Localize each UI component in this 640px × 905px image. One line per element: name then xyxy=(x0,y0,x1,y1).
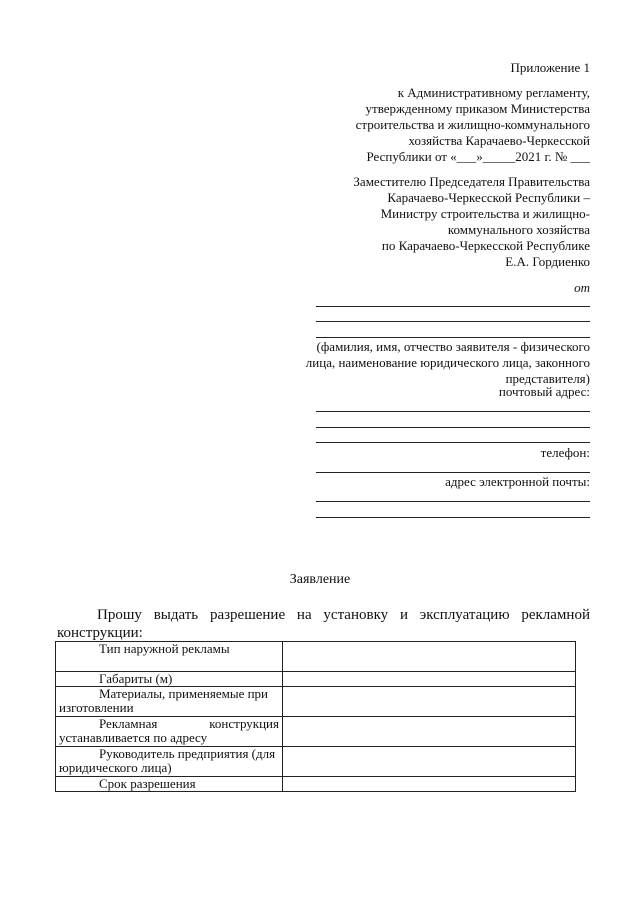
field-value-cell[interactable] xyxy=(283,747,576,777)
field-label: Материалы, применяемые при изготовлении xyxy=(56,687,283,717)
postal-address-label: почтовый адрес: xyxy=(498,384,590,399)
field-value-cell[interactable] xyxy=(283,672,576,687)
addressee-block xyxy=(353,174,590,270)
table-row xyxy=(56,717,576,747)
addressee-line: Министру строительства и жилищно- xyxy=(380,206,590,221)
regulation-line: хозяйства Карачаево-Черкесской xyxy=(408,133,590,148)
postal-address-line[interactable] xyxy=(316,442,590,443)
request-paragraph xyxy=(57,606,590,642)
field-label: Срок разрешения xyxy=(56,777,283,792)
field-value-cell[interactable] xyxy=(283,687,576,717)
regulation-reference xyxy=(356,85,590,165)
applicant-name-line[interactable] xyxy=(316,337,590,338)
field-label: Рекламная конструкция устанавливается по адресу xyxy=(56,717,283,747)
appendix-number xyxy=(510,60,590,76)
phone-label: телефон: xyxy=(540,445,590,460)
request-word: разрешение xyxy=(209,607,286,623)
addressee-line: по Карачаево-Черкесской Республике xyxy=(381,238,590,253)
regulation-line: к Административному регламенту, xyxy=(397,85,590,100)
regulation-line: утвержденному приказом Министерства xyxy=(365,101,590,116)
applicant-note-line: (фамилия, имя, отчество заявителя - физического xyxy=(316,339,590,354)
applicant-name-line[interactable] xyxy=(316,321,590,322)
table-row xyxy=(56,687,576,717)
request-word: на xyxy=(296,607,312,623)
applicant-note-line: лица, наименование юридического лица, законного xyxy=(305,355,590,370)
postal-address-line[interactable] xyxy=(316,411,590,412)
request-word: установку xyxy=(323,607,389,623)
applicant-note xyxy=(290,339,590,387)
table-row xyxy=(56,642,576,672)
field-value-cell[interactable] xyxy=(283,777,576,792)
request-word: эксплуатацию xyxy=(419,607,510,623)
field-label: Тип наружной рекламы xyxy=(56,642,283,672)
request-line xyxy=(57,606,590,624)
regulation-line: Республики от «___»_____2021 г. № ___ xyxy=(366,149,590,164)
request-word: и xyxy=(399,607,408,623)
email-line[interactable] xyxy=(316,501,590,502)
table-row xyxy=(56,777,576,792)
request-word: рекламной xyxy=(521,607,590,623)
from-label: от xyxy=(574,280,590,295)
addressee-line: Е.А. Гордиенко xyxy=(505,254,590,269)
table-row xyxy=(56,672,576,687)
applicant-name-line[interactable] xyxy=(316,306,590,307)
field-label: Руководитель предприятия (для юридического лица) xyxy=(56,747,283,777)
phone-line[interactable] xyxy=(316,472,590,473)
table-row xyxy=(56,747,576,777)
email-line[interactable] xyxy=(316,517,590,518)
request-word: Прошу xyxy=(97,607,142,623)
request-word: выдать xyxy=(153,607,199,623)
applicant-note-line: представителя) xyxy=(505,371,590,386)
regulation-line: строительства и жилищно-коммунального xyxy=(355,117,590,132)
field-label: Габариты (м) xyxy=(56,672,283,687)
request-line: конструкции: xyxy=(57,625,143,641)
addressee-line: Карачаево-Черкесской Республики – xyxy=(387,190,590,205)
addressee-line: Заместителю Председателя Правительства xyxy=(353,174,590,189)
field-value-cell[interactable] xyxy=(283,717,576,747)
addressee-line: коммунального хозяйства xyxy=(447,222,590,237)
field-value-cell[interactable] xyxy=(283,642,576,672)
application-details-table xyxy=(55,641,576,792)
document-title: Заявление xyxy=(289,572,351,587)
email-label: адрес электронной почты: xyxy=(445,474,590,489)
appendix-label: Приложение 1 xyxy=(510,60,590,75)
postal-address-line[interactable] xyxy=(316,427,590,428)
